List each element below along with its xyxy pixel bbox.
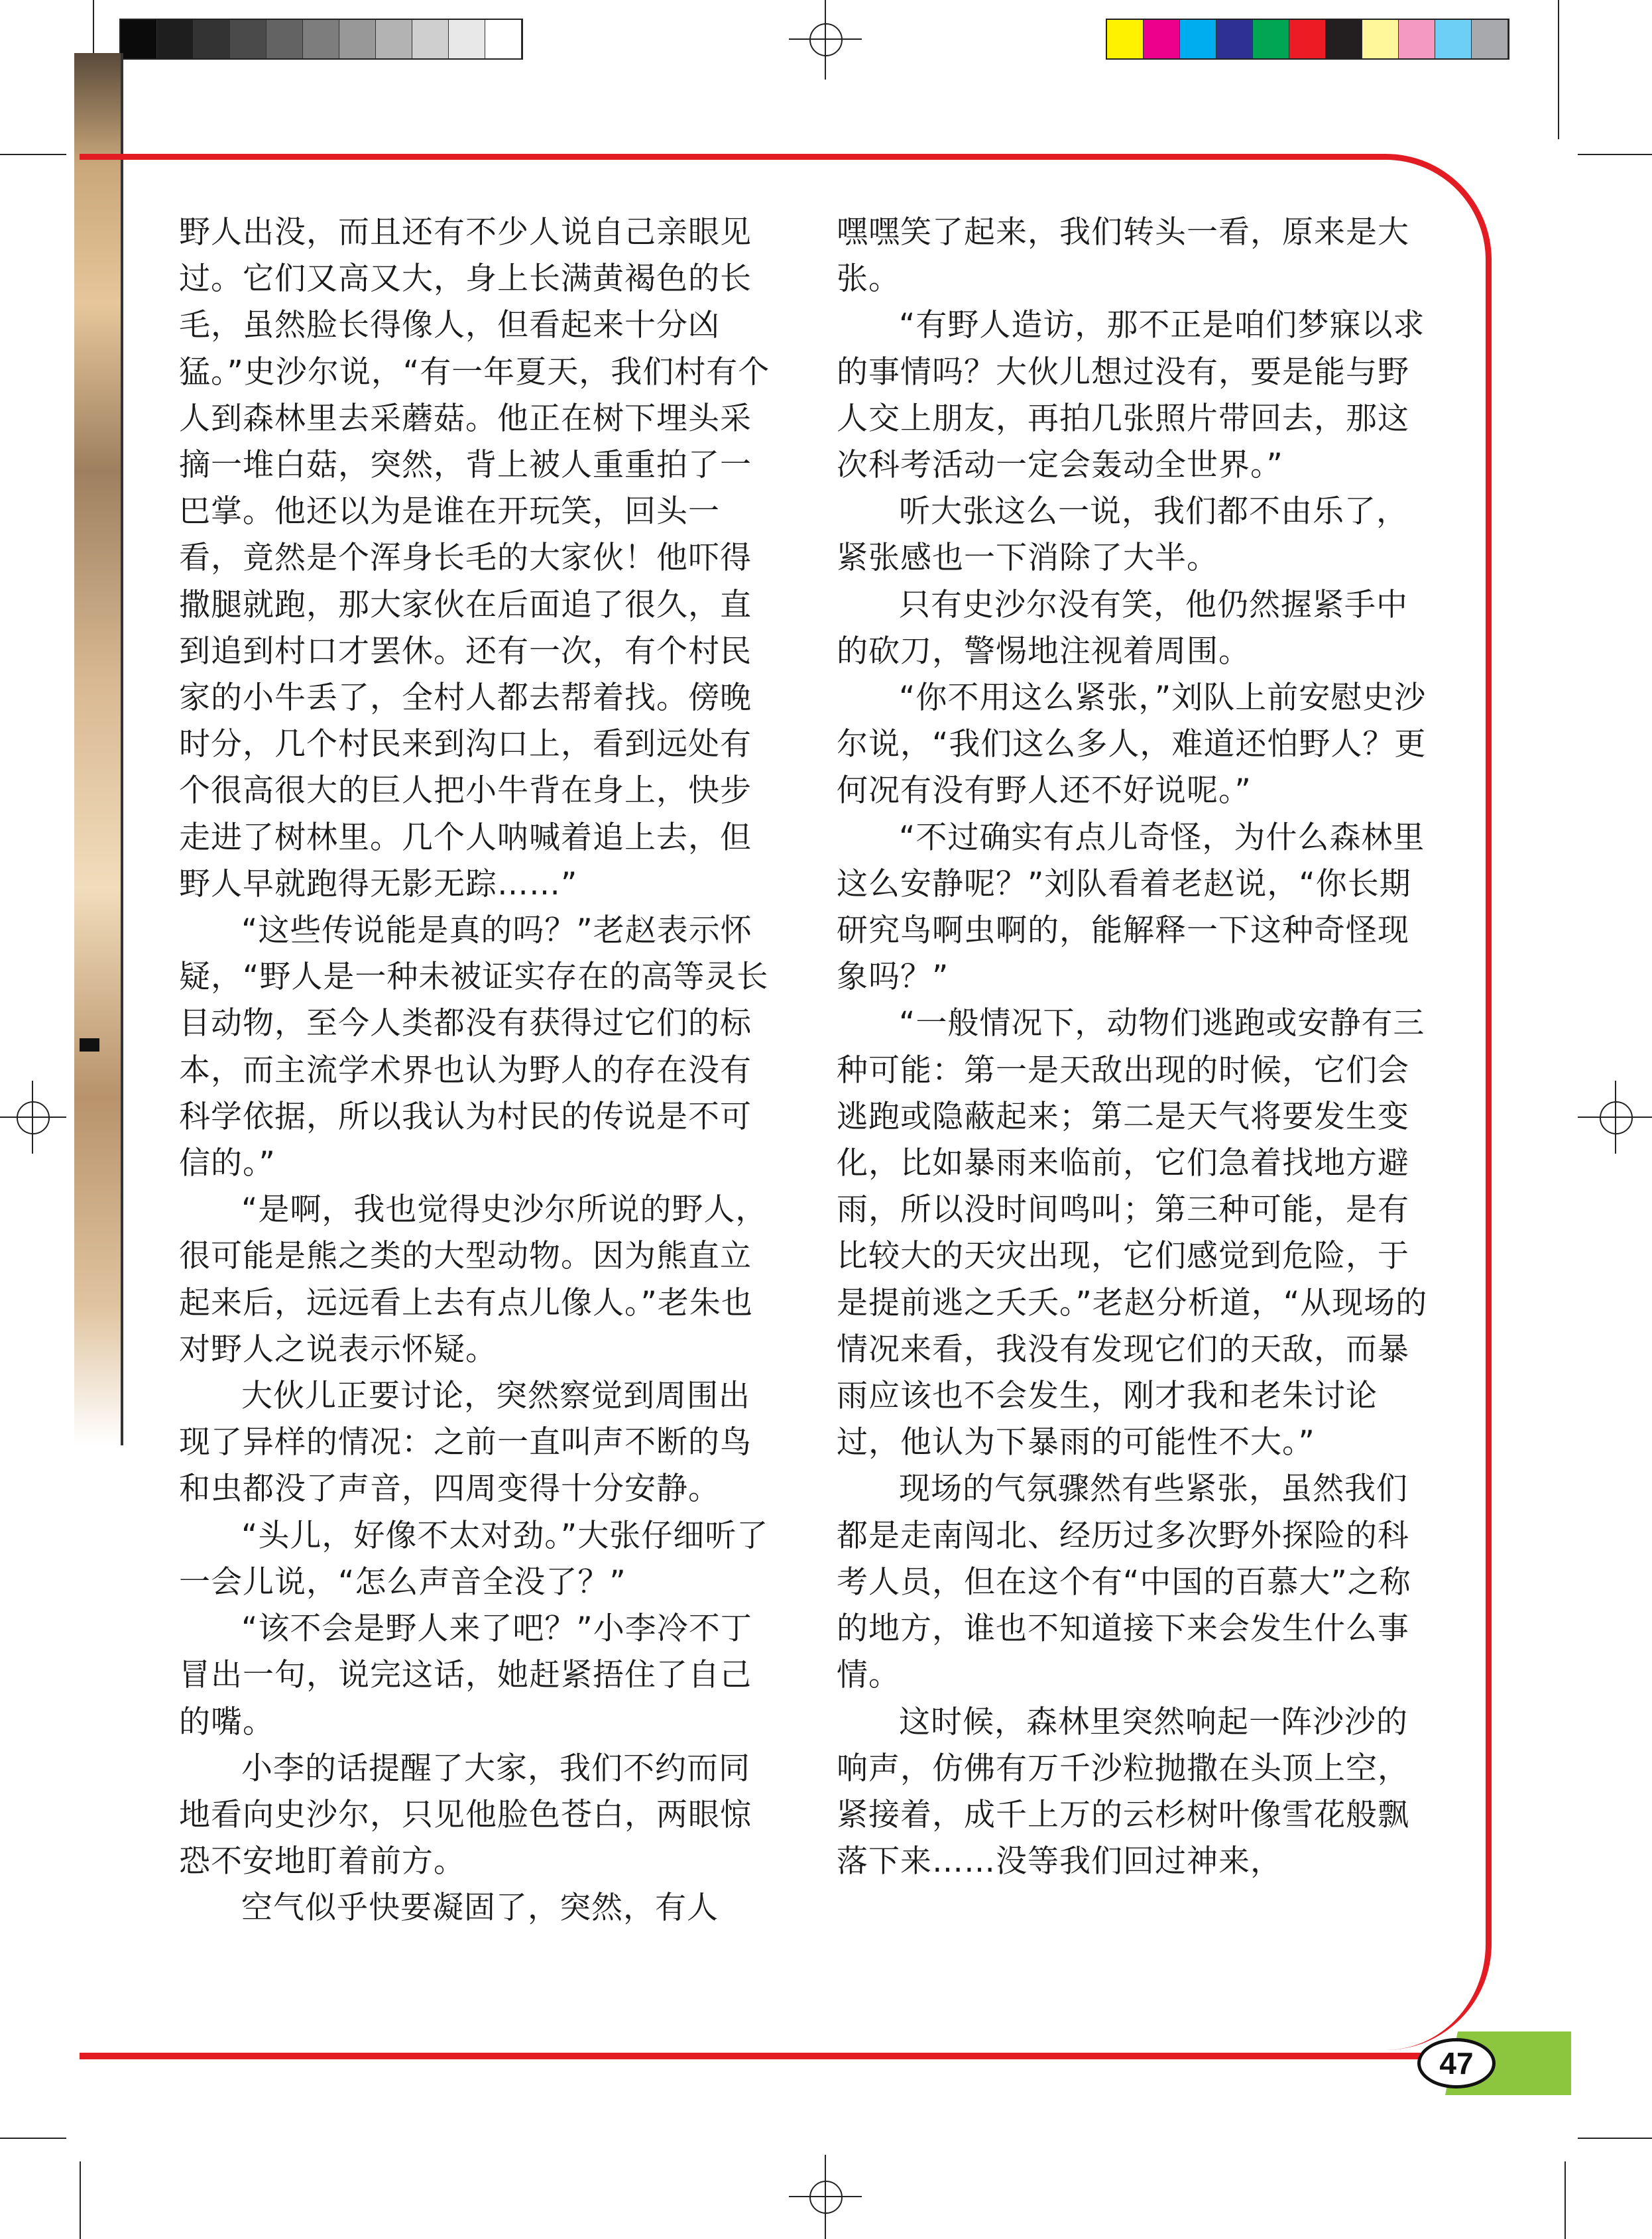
paragraph: 现场的气氛骤然有些紧张，虽然我们都是走南闯北、经历过多次野外探险的科考人员，但在这个有“中国的百慕大”之称的地方，谁也不知道接下来会发生什么事情。 bbox=[837, 1471, 1411, 1694]
color-swatch bbox=[1144, 20, 1180, 58]
gray-swatch bbox=[194, 20, 230, 58]
process-color-bar bbox=[1106, 19, 1509, 60]
paragraph: 听大张这么一说，我们都不由乐了，紧张感也一下消除了大半。 bbox=[837, 493, 1408, 577]
paragraph: 空气似乎快要凝固了，突然，有人 bbox=[241, 1890, 719, 1927]
paragraph: “该不会是野人来了吧？”小李冷不丁冒出一句，说完这话，她赶紧捂住了自己的嘴。 bbox=[179, 1610, 752, 1740]
text-column-right bbox=[837, 210, 1433, 1885]
gray-swatch bbox=[157, 20, 194, 58]
red-bottom-rule bbox=[80, 2053, 1432, 2059]
paragraph: “你不用这么紧张，”刘队上前安慰史沙尔说，“我们这么多人，难道还怕野人？更何况有没有野人还不好说呢。” bbox=[837, 680, 1427, 810]
crop-mark bbox=[1558, 0, 1559, 139]
margin-tick bbox=[80, 1038, 99, 1052]
crop-mark bbox=[0, 2138, 66, 2139]
gray-swatch bbox=[121, 20, 157, 58]
gray-swatch bbox=[485, 20, 522, 58]
paragraph: 小李的话提醒了大家，我们不约而同地看向史沙尔，只见他脸色苍白，两眼惊恐不安地盯着前方。 bbox=[179, 1750, 752, 1880]
crop-mark bbox=[0, 154, 66, 155]
crop-mark bbox=[1578, 2138, 1652, 2139]
color-swatch bbox=[1289, 20, 1326, 58]
paragraph: “一般情况下，动物们逃跑或安静有三种可能：第一是天敌出现的时候，它们会逃跑或隐蔽起来；第二是天气将要发生变化，比如暴雨来临前，它们急着找地方避雨，所以没时间鸣叫；第三种可能，是有比较大的天灾出现，它们感觉到危险，于是提前逃之夭夭。”老赵分析道，“从现场的情况来看，我没有发现它们的天敌，而暴雨应该也不会发生，刚才我和老朱讨论过，他认为下暴雨的可能性不大。” bbox=[837, 1005, 1428, 1461]
page-number: 47 bbox=[1417, 2038, 1496, 2088]
color-swatch bbox=[1399, 20, 1435, 58]
color-swatch bbox=[1253, 20, 1289, 58]
text-column-left bbox=[179, 210, 776, 1932]
paragraph: “是啊，我也觉得史沙尔所说的野人，很可能是熊之类的大型动物。因为熊直立起来后，远远看上去有点儿像人。”老朱也对野人之说表示怀疑。 bbox=[179, 1191, 768, 1368]
paragraph: “这些传说能是真的吗？”老赵表示怀疑，“野人是一种未被证实存在的高等灵长目动物，至今人类都没有获得过它们的标本，而主流学术界也认为野人的存在没有科学依据，所以我认为村民的传说是不可信的。” bbox=[179, 912, 769, 1182]
paragraph: “不过确实有点儿奇怪，为什么森林里这么安静呢？”刘队看着老赵说，“你长期研究鸟啊虫啊的，能解释一下这种奇怪现象吗？” bbox=[837, 819, 1425, 996]
paragraph: 只有史沙尔没有笑，他仍然握紧手中的砍刀，警惕地注视着周围。 bbox=[837, 586, 1408, 670]
gray-swatch bbox=[303, 20, 339, 58]
registration-mark-top bbox=[789, 0, 862, 80]
paragraph: 大伙儿正要讨论，突然察觉到周围出现了异样的情况：之前一直叫声不断的鸟和虫都没了声音，四周变得十分安静。 bbox=[179, 1378, 752, 1508]
paragraph: 嘿嘿笑了起来，我们转头一看，原来是大张。 bbox=[837, 214, 1409, 298]
crop-mark bbox=[1578, 154, 1652, 155]
gray-swatch bbox=[412, 20, 449, 58]
gray-swatch bbox=[449, 20, 485, 58]
registration-mark-right bbox=[1578, 1081, 1652, 1154]
paragraph: 野人出没，而且还有不少人说自己亲眼见过。它们又高又大，身上长满黄褐色的长毛，虽然脸长得像人，但看起来十分凶猛。”史沙尔说，“有一年夏天，我们村有个人到森林里去采蘑菇。他正在树下埋头采摘一堆白菇，突然，背上被人重重拍了一巴掌。他还以为是谁在开玩笑，回头一看，竟然是个浑身长毛的大家伙！他吓得撒腿就跑，那大家伙在后面追了很久，直到追到村口才罢休。还有一次，有个村民家的小牛丢了，全村人都去帮着找。傍晚时分，几个村民来到沟口上，看到远处有个很高很大的巨人把小牛背在身上，快步走进了树林里。几个人呐喊着追上去，但野人早就跑得无影无踪……” bbox=[179, 214, 770, 902]
color-swatch bbox=[1216, 20, 1253, 58]
color-swatch bbox=[1180, 20, 1216, 58]
color-swatch bbox=[1326, 20, 1362, 58]
registration-mark-left bbox=[0, 1081, 66, 1154]
crop-mark bbox=[80, 2161, 81, 2239]
registration-mark-bottom bbox=[789, 2155, 862, 2239]
color-swatch bbox=[1472, 20, 1508, 58]
paragraph: 这时候，森林里突然响起一阵沙沙的响声，仿佛有万千沙粒抛撒在头顶上空，紧接着，成千上万的云杉树叶像雪花般飘落下来……没等我们回过神来， bbox=[837, 1703, 1409, 1880]
gray-swatch bbox=[266, 20, 303, 58]
crop-mark bbox=[1564, 2161, 1566, 2239]
grayscale-color-bar bbox=[119, 19, 523, 60]
paragraph: “头儿，好像不太对劲。”大张仔细听了一会儿说，“怎么声音全没了？” bbox=[179, 1517, 769, 1601]
color-swatch bbox=[1362, 20, 1399, 58]
gray-swatch bbox=[376, 20, 412, 58]
color-swatch bbox=[1107, 20, 1144, 58]
gray-swatch bbox=[230, 20, 266, 58]
color-swatch bbox=[1435, 20, 1472, 58]
gray-swatch bbox=[339, 20, 376, 58]
paragraph: “有野人造访，那不正是咱们梦寐以求的事情吗？大伙儿想过没有，要是能与野人交上朋友，再拍几张照片带回去，那这次科考活动一定会轰动全世界。” bbox=[837, 307, 1425, 484]
